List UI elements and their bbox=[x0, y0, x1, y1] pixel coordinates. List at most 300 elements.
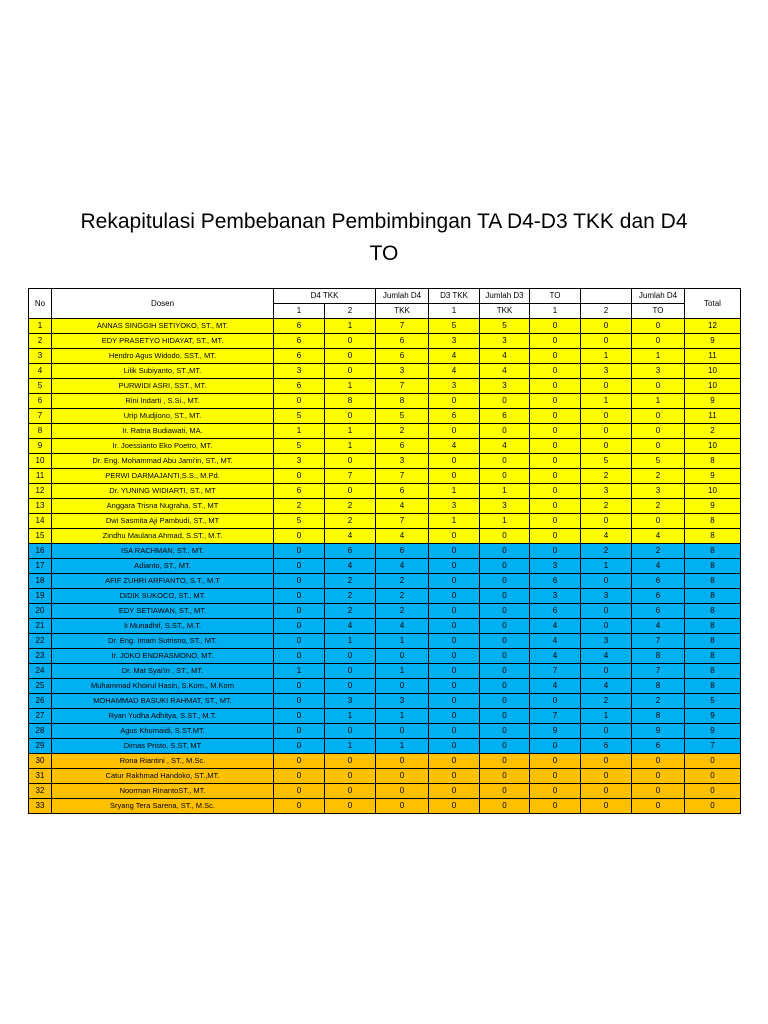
cell-total: 0 bbox=[685, 799, 741, 814]
cell-jumlah-d3-tkk: 0 bbox=[480, 724, 530, 739]
cell-to-1: 3 bbox=[530, 589, 581, 604]
cell-d4tkk-2: 6 bbox=[325, 544, 376, 559]
cell-d3tkk-1: 0 bbox=[429, 529, 480, 544]
cell-jumlah-d4-to: 0 bbox=[632, 334, 685, 349]
table-body bbox=[29, 319, 741, 814]
cell-to-1: 0 bbox=[530, 379, 581, 394]
cell-to-2: 4 bbox=[581, 649, 632, 664]
cell-d3tkk-1: 0 bbox=[429, 739, 480, 754]
table-row bbox=[29, 739, 741, 754]
cell-to-2: 1 bbox=[581, 349, 632, 364]
cell-d4tkk-2: 4 bbox=[325, 529, 376, 544]
table-row bbox=[29, 454, 741, 469]
cell-to-1: 0 bbox=[530, 544, 581, 559]
cell-d4tkk-2: 0 bbox=[325, 454, 376, 469]
cell-jumlah-d3-tkk: 0 bbox=[480, 709, 530, 724]
cell-d4tkk-1: 5 bbox=[274, 409, 325, 424]
cell-d3tkk-1: 4 bbox=[429, 439, 480, 454]
cell-jumlah-d3-tkk: 4 bbox=[480, 349, 530, 364]
cell-jumlah-d4-tkk: 0 bbox=[376, 679, 429, 694]
table-row bbox=[29, 394, 741, 409]
cell-d4tkk-2: 0 bbox=[325, 349, 376, 364]
cell-jumlah-d4-to: 0 bbox=[632, 379, 685, 394]
cell-to-2: 3 bbox=[581, 589, 632, 604]
cell-jumlah-d4-to: 8 bbox=[632, 649, 685, 664]
cell-d4tkk-1: 0 bbox=[274, 589, 325, 604]
cell-d3tkk-1: 1 bbox=[429, 484, 480, 499]
cell-d4tkk-1: 6 bbox=[274, 334, 325, 349]
cell-to-2: 0 bbox=[581, 784, 632, 799]
cell-to-1: 0 bbox=[530, 484, 581, 499]
cell-no: 2 bbox=[29, 334, 52, 349]
cell-total: 9 bbox=[685, 469, 741, 484]
cell-dosen: Adianto, ST., MT. bbox=[52, 559, 274, 574]
cell-d4tkk-2: 0 bbox=[325, 364, 376, 379]
cell-jumlah-d3-tkk: 0 bbox=[480, 664, 530, 679]
cell-jumlah-d4-tkk: 6 bbox=[376, 484, 429, 499]
cell-jumlah-d4-tkk: 4 bbox=[376, 619, 429, 634]
cell-d4tkk-2: 0 bbox=[325, 334, 376, 349]
cell-jumlah-d4-to: 9 bbox=[632, 724, 685, 739]
cell-to-1: 4 bbox=[530, 634, 581, 649]
cell-d4tkk-1: 0 bbox=[274, 634, 325, 649]
cell-d3tkk-1: 0 bbox=[429, 454, 480, 469]
cell-d4tkk-2: 1 bbox=[325, 439, 376, 454]
cell-d4tkk-2: 0 bbox=[325, 484, 376, 499]
header-d4tkk-1: 1 bbox=[274, 304, 325, 319]
table-row bbox=[29, 439, 741, 454]
cell-d3tkk-1: 3 bbox=[429, 499, 480, 514]
cell-to-2: 3 bbox=[581, 484, 632, 499]
cell-no: 33 bbox=[29, 799, 52, 814]
cell-dosen: AFIF ZUHRI ARFIANTO, S.T., M.T bbox=[52, 574, 274, 589]
cell-dosen: Lilik Subiyanto, ST.,MT. bbox=[52, 364, 274, 379]
cell-d3tkk-1: 0 bbox=[429, 394, 480, 409]
table-row bbox=[29, 784, 741, 799]
header-jumlah-d3-sub: TKK bbox=[480, 304, 530, 319]
cell-to-1: 0 bbox=[530, 499, 581, 514]
cell-d3tkk-1: 4 bbox=[429, 364, 480, 379]
table-row bbox=[29, 679, 741, 694]
cell-jumlah-d3-tkk: 0 bbox=[480, 529, 530, 544]
cell-to-2: 0 bbox=[581, 724, 632, 739]
cell-to-2: 0 bbox=[581, 619, 632, 634]
cell-jumlah-d4-tkk: 6 bbox=[376, 349, 429, 364]
table-row bbox=[29, 349, 741, 364]
cell-jumlah-d4-to: 6 bbox=[632, 589, 685, 604]
cell-dosen: Ir. Joessianto Eko Poetro, MT. bbox=[52, 439, 274, 454]
cell-d4tkk-2: 8 bbox=[325, 394, 376, 409]
cell-jumlah-d4-to: 4 bbox=[632, 559, 685, 574]
cell-total: 0 bbox=[685, 754, 741, 769]
cell-jumlah-d3-tkk: 0 bbox=[480, 574, 530, 589]
cell-jumlah-d4-to: 6 bbox=[632, 739, 685, 754]
table-row bbox=[29, 769, 741, 784]
cell-jumlah-d3-tkk: 0 bbox=[480, 634, 530, 649]
cell-to-2: 0 bbox=[581, 409, 632, 424]
cell-d3tkk-1: 0 bbox=[429, 649, 480, 664]
cell-d3tkk-1: 0 bbox=[429, 544, 480, 559]
cell-to-1: 0 bbox=[530, 784, 581, 799]
header-to-blank bbox=[581, 289, 632, 304]
cell-d4tkk-2: 0 bbox=[325, 784, 376, 799]
cell-jumlah-d4-tkk: 1 bbox=[376, 634, 429, 649]
cell-d4tkk-2: 1 bbox=[325, 739, 376, 754]
cell-d4tkk-1: 0 bbox=[274, 469, 325, 484]
cell-d4tkk-2: 2 bbox=[325, 604, 376, 619]
table-row bbox=[29, 664, 741, 679]
cell-d4tkk-1: 0 bbox=[274, 694, 325, 709]
cell-to-1: 0 bbox=[530, 334, 581, 349]
cell-d3tkk-1: 1 bbox=[429, 514, 480, 529]
cell-total: 8 bbox=[685, 679, 741, 694]
cell-dosen: PERWI DARMAJANTI,S.S., M.Pd. bbox=[52, 469, 274, 484]
table-row bbox=[29, 619, 741, 634]
header-to-1: 1 bbox=[530, 304, 581, 319]
table-row bbox=[29, 484, 741, 499]
cell-no: 28 bbox=[29, 724, 52, 739]
cell-no: 11 bbox=[29, 469, 52, 484]
page-title bbox=[0, 206, 768, 270]
cell-jumlah-d4-to: 3 bbox=[632, 364, 685, 379]
cell-to-2: 0 bbox=[581, 379, 632, 394]
cell-dosen: Dr. Mat Syai'in , ST., MT. bbox=[52, 664, 274, 679]
cell-d4tkk-2: 1 bbox=[325, 634, 376, 649]
cell-to-2: 1 bbox=[581, 559, 632, 574]
cell-jumlah-d4-to: 4 bbox=[632, 619, 685, 634]
table-row bbox=[29, 754, 741, 769]
cell-jumlah-d3-tkk: 0 bbox=[480, 559, 530, 574]
cell-jumlah-d4-tkk: 4 bbox=[376, 529, 429, 544]
cell-d4tkk-2: 2 bbox=[325, 499, 376, 514]
cell-d4tkk-1: 0 bbox=[274, 649, 325, 664]
cell-jumlah-d3-tkk: 0 bbox=[480, 799, 530, 814]
table-row bbox=[29, 649, 741, 664]
cell-jumlah-d3-tkk: 0 bbox=[480, 424, 530, 439]
table-header bbox=[29, 289, 741, 319]
cell-no: 3 bbox=[29, 349, 52, 364]
cell-d4tkk-1: 3 bbox=[274, 364, 325, 379]
cell-no: 1 bbox=[29, 319, 52, 334]
cell-jumlah-d3-tkk: 1 bbox=[480, 514, 530, 529]
cell-jumlah-d4-tkk: 7 bbox=[376, 319, 429, 334]
cell-jumlah-d4-tkk: 6 bbox=[376, 334, 429, 349]
cell-to-1: 4 bbox=[530, 619, 581, 634]
cell-no: 22 bbox=[29, 634, 52, 649]
cell-d3tkk-1: 0 bbox=[429, 709, 480, 724]
cell-jumlah-d4-tkk: 2 bbox=[376, 424, 429, 439]
cell-d4tkk-2: 0 bbox=[325, 409, 376, 424]
cell-total: 8 bbox=[685, 664, 741, 679]
cell-dosen: Agus Khumaidi, S.ST.MT. bbox=[52, 724, 274, 739]
cell-jumlah-d4-to: 2 bbox=[632, 469, 685, 484]
cell-jumlah-d4-to: 2 bbox=[632, 544, 685, 559]
cell-to-2: 0 bbox=[581, 334, 632, 349]
cell-d3tkk-1: 0 bbox=[429, 799, 480, 814]
cell-d4tkk-2: 1 bbox=[325, 709, 376, 724]
table-row bbox=[29, 694, 741, 709]
cell-dosen: Anggara Trisna Nugraha, ST., MT bbox=[52, 499, 274, 514]
cell-no: 24 bbox=[29, 664, 52, 679]
table-row bbox=[29, 709, 741, 724]
cell-to-2: 2 bbox=[581, 544, 632, 559]
cell-d4tkk-1: 0 bbox=[274, 799, 325, 814]
cell-d4tkk-1: 2 bbox=[274, 499, 325, 514]
cell-dosen: PURWIDI ASRI, SST., MT. bbox=[52, 379, 274, 394]
cell-no: 18 bbox=[29, 574, 52, 589]
cell-dosen: Dr. Eng. Imam Sutrisno, ST., MT. bbox=[52, 634, 274, 649]
cell-to-1: 0 bbox=[530, 439, 581, 454]
cell-total: 9 bbox=[685, 334, 741, 349]
cell-dosen: Rona Riantini , ST., M.Sc. bbox=[52, 754, 274, 769]
cell-to-1: 3 bbox=[530, 559, 581, 574]
cell-jumlah-d4-tkk: 5 bbox=[376, 409, 429, 424]
cell-to-1: 0 bbox=[530, 739, 581, 754]
cell-jumlah-d4-tkk: 7 bbox=[376, 469, 429, 484]
cell-d4tkk-2: 0 bbox=[325, 664, 376, 679]
cell-jumlah-d3-tkk: 0 bbox=[480, 784, 530, 799]
rekap-table bbox=[28, 288, 741, 814]
cell-no: 10 bbox=[29, 454, 52, 469]
cell-d4tkk-1: 0 bbox=[274, 604, 325, 619]
cell-d4tkk-1: 0 bbox=[274, 724, 325, 739]
cell-to-1: 0 bbox=[530, 364, 581, 379]
cell-jumlah-d4-to: 7 bbox=[632, 634, 685, 649]
cell-d4tkk-2: 1 bbox=[325, 319, 376, 334]
cell-total: 8 bbox=[685, 619, 741, 634]
cell-no: 12 bbox=[29, 484, 52, 499]
cell-jumlah-d3-tkk: 0 bbox=[480, 679, 530, 694]
cell-jumlah-d3-tkk: 0 bbox=[480, 769, 530, 784]
cell-d3tkk-1: 0 bbox=[429, 619, 480, 634]
table-row bbox=[29, 469, 741, 484]
cell-total: 9 bbox=[685, 499, 741, 514]
cell-to-1: 0 bbox=[530, 319, 581, 334]
cell-jumlah-d4-tkk: 3 bbox=[376, 364, 429, 379]
cell-no: 26 bbox=[29, 694, 52, 709]
cell-jumlah-d3-tkk: 5 bbox=[480, 319, 530, 334]
table-row bbox=[29, 529, 741, 544]
cell-d4tkk-2: 0 bbox=[325, 724, 376, 739]
table-row bbox=[29, 799, 741, 814]
cell-d4tkk-1: 1 bbox=[274, 664, 325, 679]
cell-to-1: 0 bbox=[530, 349, 581, 364]
cell-to-1: 0 bbox=[530, 754, 581, 769]
cell-jumlah-d3-tkk: 4 bbox=[480, 439, 530, 454]
cell-jumlah-d4-tkk: 4 bbox=[376, 559, 429, 574]
cell-jumlah-d3-tkk: 0 bbox=[480, 394, 530, 409]
table-row bbox=[29, 379, 741, 394]
cell-d4tkk-2: 0 bbox=[325, 649, 376, 664]
cell-total: 9 bbox=[685, 709, 741, 724]
cell-to-2: 0 bbox=[581, 769, 632, 784]
table-row bbox=[29, 604, 741, 619]
cell-no: 19 bbox=[29, 589, 52, 604]
cell-jumlah-d4-to: 0 bbox=[632, 409, 685, 424]
table-row bbox=[29, 319, 741, 334]
cell-d4tkk-2: 2 bbox=[325, 514, 376, 529]
cell-jumlah-d4-tkk: 0 bbox=[376, 724, 429, 739]
cell-dosen: Dr. Eng. Mohammad Abu Jami'in, ST., MT. bbox=[52, 454, 274, 469]
cell-dosen: Dimas Pristo, S.ST, MT bbox=[52, 739, 274, 754]
cell-no: 29 bbox=[29, 739, 52, 754]
cell-jumlah-d4-tkk: 1 bbox=[376, 709, 429, 724]
cell-to-1: 0 bbox=[530, 409, 581, 424]
cell-no: 25 bbox=[29, 679, 52, 694]
cell-d4tkk-1: 0 bbox=[274, 709, 325, 724]
table-row bbox=[29, 424, 741, 439]
header-jumlah-d4-sub: TKK bbox=[376, 304, 429, 319]
cell-no: 9 bbox=[29, 439, 52, 454]
cell-dosen: Urip Mudjiono, ST., MT. bbox=[52, 409, 274, 424]
cell-total: 8 bbox=[685, 589, 741, 604]
cell-jumlah-d3-tkk: 0 bbox=[480, 754, 530, 769]
cell-d4tkk-2: 0 bbox=[325, 769, 376, 784]
cell-total: 12 bbox=[685, 319, 741, 334]
cell-to-2: 0 bbox=[581, 574, 632, 589]
cell-d4tkk-2: 0 bbox=[325, 799, 376, 814]
header-d3tkk: D3 TKK bbox=[429, 289, 480, 304]
cell-jumlah-d4-tkk: 4 bbox=[376, 499, 429, 514]
cell-d4tkk-1: 0 bbox=[274, 769, 325, 784]
cell-jumlah-d4-tkk: 6 bbox=[376, 439, 429, 454]
cell-dosen: EDY PRASETYO HIDAYAT, ST., MT. bbox=[52, 334, 274, 349]
cell-d4tkk-1: 0 bbox=[274, 784, 325, 799]
cell-jumlah-d3-tkk: 3 bbox=[480, 499, 530, 514]
cell-total: 10 bbox=[685, 379, 741, 394]
cell-to-2: 4 bbox=[581, 529, 632, 544]
header-jumlah-d4: Jumlah D4 bbox=[376, 289, 429, 304]
cell-no: 15 bbox=[29, 529, 52, 544]
cell-no: 4 bbox=[29, 364, 52, 379]
cell-jumlah-d4-to: 6 bbox=[632, 604, 685, 619]
cell-to-2: 3 bbox=[581, 634, 632, 649]
cell-d3tkk-1: 6 bbox=[429, 409, 480, 424]
cell-to-1: 0 bbox=[530, 469, 581, 484]
cell-total: 10 bbox=[685, 364, 741, 379]
cell-total: 8 bbox=[685, 634, 741, 649]
cell-d4tkk-2: 1 bbox=[325, 424, 376, 439]
cell-d4tkk-2: 0 bbox=[325, 679, 376, 694]
cell-dosen: Dwi Sasmita Aji Pambudi, ST., MT bbox=[52, 514, 274, 529]
header-jumlah-d3: Jumlah D3 bbox=[480, 289, 530, 304]
cell-jumlah-d3-tkk: 1 bbox=[480, 484, 530, 499]
cell-dosen: EDY SETIAWAN, ST., MT. bbox=[52, 604, 274, 619]
table-row bbox=[29, 544, 741, 559]
cell-to-2: 6 bbox=[581, 739, 632, 754]
cell-jumlah-d3-tkk: 4 bbox=[480, 364, 530, 379]
cell-dosen: Noorman RinantoST., MT. bbox=[52, 784, 274, 799]
cell-jumlah-d4-tkk: 1 bbox=[376, 664, 429, 679]
cell-jumlah-d3-tkk: 0 bbox=[480, 739, 530, 754]
cell-d3tkk-1: 0 bbox=[429, 784, 480, 799]
cell-total: 7 bbox=[685, 739, 741, 754]
cell-no: 32 bbox=[29, 784, 52, 799]
cell-to-2: 2 bbox=[581, 499, 632, 514]
cell-jumlah-d4-to: 0 bbox=[632, 514, 685, 529]
cell-d4tkk-1: 1 bbox=[274, 424, 325, 439]
cell-jumlah-d4-to: 2 bbox=[632, 694, 685, 709]
cell-no: 7 bbox=[29, 409, 52, 424]
cell-to-1: 0 bbox=[530, 424, 581, 439]
cell-d3tkk-1: 0 bbox=[429, 634, 480, 649]
cell-to-1: 0 bbox=[530, 799, 581, 814]
cell-dosen: ANNAS SINGGIH SETIYOKO, ST., MT. bbox=[52, 319, 274, 334]
cell-d3tkk-1: 5 bbox=[429, 319, 480, 334]
cell-total: 8 bbox=[685, 529, 741, 544]
cell-no: 8 bbox=[29, 424, 52, 439]
cell-jumlah-d4-tkk: 3 bbox=[376, 694, 429, 709]
cell-jumlah-d4-tkk: 0 bbox=[376, 649, 429, 664]
table-row bbox=[29, 334, 741, 349]
cell-dosen: Muhammad Khoirul Hasin, S.Kom., M.Kom bbox=[52, 679, 274, 694]
cell-total: 8 bbox=[685, 544, 741, 559]
cell-d3tkk-1: 0 bbox=[429, 559, 480, 574]
cell-to-1: 6 bbox=[530, 604, 581, 619]
cell-dosen: Catur Rakhmad Handoko, ST.,MT. bbox=[52, 769, 274, 784]
cell-total: 2 bbox=[685, 424, 741, 439]
cell-to-2: 1 bbox=[581, 709, 632, 724]
cell-jumlah-d4-to: 2 bbox=[632, 499, 685, 514]
header-no: No bbox=[29, 289, 52, 319]
cell-d3tkk-1: 0 bbox=[429, 769, 480, 784]
cell-jumlah-d3-tkk: 0 bbox=[480, 469, 530, 484]
cell-d4tkk-1: 0 bbox=[274, 679, 325, 694]
cell-no: 13 bbox=[29, 499, 52, 514]
cell-to-2: 2 bbox=[581, 694, 632, 709]
cell-jumlah-d4-tkk: 8 bbox=[376, 394, 429, 409]
cell-total: 10 bbox=[685, 484, 741, 499]
cell-d4tkk-1: 6 bbox=[274, 379, 325, 394]
cell-d3tkk-1: 0 bbox=[429, 754, 480, 769]
cell-d4tkk-2: 4 bbox=[325, 559, 376, 574]
cell-jumlah-d3-tkk: 0 bbox=[480, 649, 530, 664]
cell-total: 8 bbox=[685, 604, 741, 619]
header-dosen: Dosen bbox=[52, 289, 274, 319]
cell-to-1: 7 bbox=[530, 664, 581, 679]
cell-dosen: Hendro Agus Widodo, SST., MT. bbox=[52, 349, 274, 364]
cell-jumlah-d4-to: 5 bbox=[632, 454, 685, 469]
cell-total: 8 bbox=[685, 514, 741, 529]
cell-to-2: 0 bbox=[581, 439, 632, 454]
cell-jumlah-d4-tkk: 0 bbox=[376, 784, 429, 799]
cell-no: 21 bbox=[29, 619, 52, 634]
cell-d3tkk-1: 0 bbox=[429, 664, 480, 679]
cell-no: 30 bbox=[29, 754, 52, 769]
table-row bbox=[29, 499, 741, 514]
cell-dosen: MOHAMMAD BASUKI RAHMAT, ST., MT. bbox=[52, 694, 274, 709]
cell-d4tkk-1: 3 bbox=[274, 454, 325, 469]
cell-jumlah-d3-tkk: 6 bbox=[480, 409, 530, 424]
cell-no: 5 bbox=[29, 379, 52, 394]
cell-jumlah-d3-tkk: 0 bbox=[480, 589, 530, 604]
cell-dosen: ISA RACHMAN, ST., MT. bbox=[52, 544, 274, 559]
cell-total: 8 bbox=[685, 454, 741, 469]
cell-to-2: 1 bbox=[581, 394, 632, 409]
cell-to-1: 6 bbox=[530, 574, 581, 589]
cell-d4tkk-1: 5 bbox=[274, 514, 325, 529]
cell-jumlah-d4-to: 1 bbox=[632, 349, 685, 364]
cell-no: 14 bbox=[29, 514, 52, 529]
cell-jumlah-d3-tkk: 0 bbox=[480, 544, 530, 559]
cell-to-2: 0 bbox=[581, 424, 632, 439]
cell-d3tkk-1: 3 bbox=[429, 379, 480, 394]
cell-to-1: 0 bbox=[530, 769, 581, 784]
cell-d3tkk-1: 0 bbox=[429, 424, 480, 439]
cell-jumlah-d4-tkk: 2 bbox=[376, 574, 429, 589]
cell-jumlah-d3-tkk: 0 bbox=[480, 694, 530, 709]
cell-total: 5 bbox=[685, 694, 741, 709]
